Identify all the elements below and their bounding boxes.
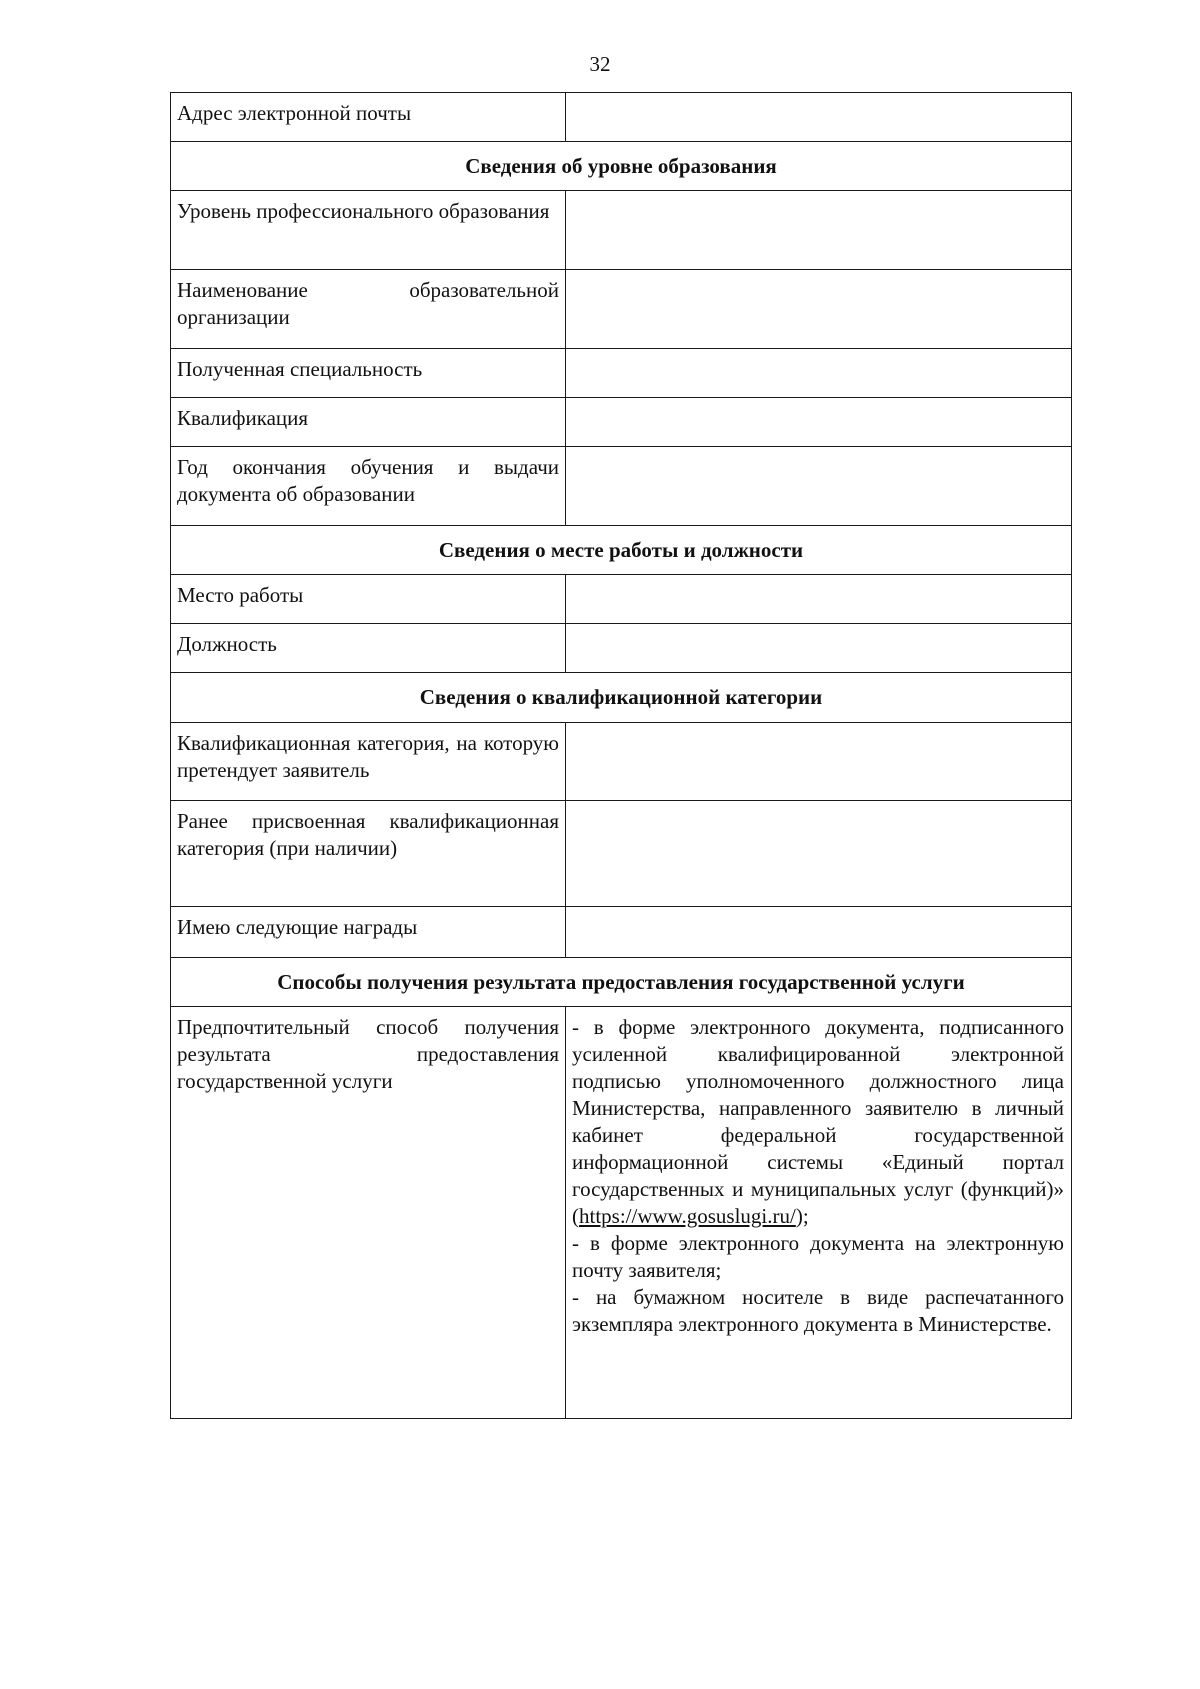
delivery-option-portal [572,1014,1064,1230]
delivery-option-paper: - на бумажном носителе в виде распечатанного экземпляра электронного документа в Министерстве. [572,1285,1064,1336]
section-title: Способы получения результата предоставления государственной услуги [171,958,1072,1007]
field-value [566,624,1072,673]
form-field-row [171,624,1072,673]
field-value [566,723,1072,801]
section-header-row [171,142,1072,191]
section-title: Сведения об уровне образования [171,142,1072,191]
field-value [566,93,1072,142]
delivery-option-portal-end: ); [795,1204,809,1228]
form-field-row [171,907,1072,958]
field-value [566,907,1072,958]
delivery-options [566,1007,1072,1419]
field-value [566,270,1072,349]
field-label: Должность [171,624,566,673]
field-value [566,191,1072,270]
form-field-row [171,575,1072,624]
page-number: 32 [589,52,611,76]
field-label: Год окончания обучения и выдачи документа об образовании [171,447,566,526]
field-label: Квалификационная категория, на которую претендует заявитель [171,723,566,801]
field-label: Полученная специальность [171,349,566,398]
section-header-row [171,673,1072,723]
field-value [566,447,1072,526]
field-label: Имею следующие награды [171,907,566,958]
field-value [566,575,1072,624]
field-value [566,801,1072,907]
form-field-row [171,801,1072,907]
application-form-table [170,92,1072,1419]
field-value [566,398,1072,447]
form-field-row [171,723,1072,801]
field-label: Предпочтительный способ получения результата предоставления государственной услуги [171,1007,566,1419]
field-label: Место работы [171,575,566,624]
section-title: Сведения о месте работы и должности [171,526,1072,575]
section-title: Сведения о квалификационной категории [171,673,1072,723]
form-field-row [171,349,1072,398]
form-field-row [171,93,1072,142]
field-label: Адрес электронной почты [171,93,566,142]
section-header-row [171,958,1072,1007]
delivery-option-email: - в форме электронного документа на электронную почту заявителя; [572,1231,1064,1282]
delivery-option-portal-text: - в форме электронного документа, подписанного усиленной квалифицированной электронной подписью уполномоченного должностного лица Министерства, направленного заявителю в личный кабинет федеральной государственной информационной системы «Единый портал государственных и муниципальных услуг (функций)» ( [572,1015,1064,1228]
gosuslugi-link[interactable]: https://www.gosuslugi.ru/ [579,1204,796,1228]
field-label: Квалификация [171,398,566,447]
form-field-row [171,191,1072,270]
form-table-body [171,93,1072,1419]
field-label: Ранее присвоенная квалификационная категория (при наличии) [171,801,566,907]
section-header-row [171,526,1072,575]
field-label: Уровень профессионального образования [171,191,566,270]
field-label: Наименование образовательной организации [171,270,566,349]
form-field-row [171,1007,1072,1419]
form-field-row [171,447,1072,526]
form-field-row [171,398,1072,447]
form-field-row [171,270,1072,349]
field-value [566,349,1072,398]
